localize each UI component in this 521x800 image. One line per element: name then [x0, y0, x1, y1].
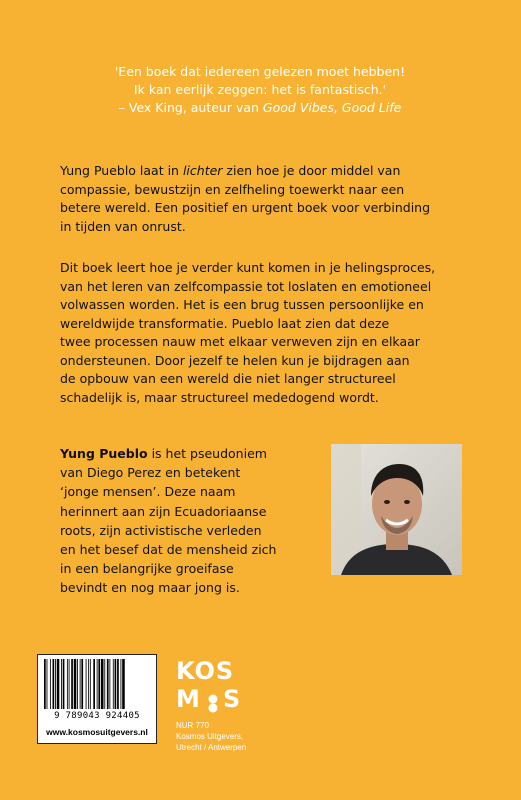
- logo-dot-bottom: [209, 704, 218, 713]
- paragraph-line: van Diego Perez en betekent: [60, 465, 241, 481]
- paragraph-line: betere wereld. Een positief en urgent boek voor verbinding: [60, 200, 431, 215]
- barcode-bar: [117, 659, 119, 709]
- barcode-bar: [53, 659, 55, 709]
- barcode-bar: [71, 659, 73, 709]
- publisher-city: Utrecht / Antwerpen: [176, 743, 247, 752]
- quote-book-title: Good Vibes, Good Life: [262, 100, 402, 115]
- barcode-bar: [57, 659, 60, 709]
- author-name: Yung Pueblo: [60, 446, 148, 461]
- endorsement-quote: [60, 63, 460, 117]
- author-photo: [331, 444, 462, 575]
- barcode-bar: [80, 659, 81, 709]
- barcode-bar: [86, 659, 87, 709]
- logo-text-top: KOS: [176, 657, 235, 685]
- barcode-bar: [61, 659, 62, 709]
- quote-line: 'Een boek dat iedereen gelezen moet hebben!: [114, 64, 406, 79]
- isbn-number: 9 789043 924405: [54, 711, 140, 721]
- quote-line: Ik kan eerlijk zeggen: het is fantastisch.': [133, 82, 387, 97]
- book-title: lichter: [182, 163, 223, 178]
- barcode-bars: [38, 655, 156, 711]
- paragraph-line: van het leren van zelfcompassie tot loslaten en emotioneel: [60, 278, 432, 294]
- paragraph-line: schadelijk is, maar structureel mededogend wordt.: [60, 389, 379, 405]
- isbn-barcode: [37, 654, 157, 744]
- barcode-bar: [63, 659, 65, 709]
- barcode-bar: [90, 659, 91, 709]
- barcode-bar: [98, 659, 100, 709]
- barcode-bar: [93, 659, 95, 709]
- nur-code: NUR 770: [176, 721, 209, 730]
- paragraph-line: herinnert aan zijn Ecuadoriaanse: [60, 503, 267, 519]
- paragraph-line: bevindt en nog maar jong is.: [60, 580, 240, 596]
- barcode-bar: [77, 659, 78, 709]
- barcode-bar: [47, 659, 48, 709]
- author-bio: [60, 444, 330, 598]
- paragraph-line: ‘jonge mensen’. Deze naam: [60, 484, 236, 500]
- body-paragraph: [60, 259, 462, 407]
- publisher-info: [176, 720, 286, 753]
- paragraph-line: Yung Pueblo laat in lichter zien hoe je door middel van: [60, 163, 401, 178]
- barcode-bar: [122, 659, 125, 709]
- paragraph-line: ondersteunen. Door jezelf te helen kun je bijdragen aan: [60, 352, 410, 368]
- barcode-bar: [97, 659, 98, 709]
- barcode-bar: [69, 659, 70, 709]
- barcode-bar: [50, 659, 51, 709]
- logo-dot-top: [209, 695, 218, 704]
- paragraph-line: twee processen nauw met elkaar verweven zijn en elkaar: [60, 334, 420, 349]
- barcode-bar: [88, 659, 89, 709]
- logo-text-s: S: [223, 685, 241, 713]
- paragraph-line: compassie, bewustzijn en zelfheling toewerkt naar een: [60, 181, 405, 197]
- barcode-bar: [107, 659, 109, 709]
- barcode-bar: [121, 659, 122, 709]
- quote-attribution: – Vex King, auteur van Good Vibes, Good Life: [118, 100, 402, 115]
- paragraph-line: Dit boek leert hoe je verder kunt komen in je helingsproces,: [60, 260, 436, 275]
- barcode-bar: [113, 659, 114, 709]
- barcode-bar: [55, 659, 56, 709]
- paragraph-line: de opbouw van een wereld die niet langer structureel: [60, 371, 396, 386]
- paragraph-line: Yung Pueblo is het pseudoniem: [60, 446, 267, 461]
- barcode-bar: [101, 659, 104, 709]
- barcode-bar: [104, 659, 105, 709]
- paragraph-line: en het besef dat de mensheid zich: [60, 542, 277, 558]
- publisher-name: Kosmos Uitgevers,: [176, 732, 244, 741]
- barcode-bar: [44, 659, 46, 709]
- paragraph-line: in een belangrijke groeifase: [60, 561, 234, 577]
- barcode-bar: [67, 659, 68, 709]
- publisher-url: www.kosmosuitgevers.nl: [46, 727, 148, 737]
- intro-paragraph: [60, 162, 462, 236]
- paragraph-line: in tijden van onrust.: [60, 218, 186, 234]
- paragraph-line: volwassen worden. Het is een brug tussen persoonlijke en: [60, 297, 424, 312]
- barcode-bar: [74, 659, 77, 709]
- barcode-bar: [81, 659, 83, 709]
- paragraph-line: roots, zijn activistische verleden: [60, 522, 262, 538]
- logo-text-m: M: [176, 685, 200, 713]
- paragraph-line: wereldwijde transformatie. Pueblo laat zien dat deze: [60, 315, 390, 331]
- barcode-bar: [115, 659, 117, 709]
- kosmos-logo: [176, 655, 256, 715]
- barcode-bar: [109, 659, 110, 709]
